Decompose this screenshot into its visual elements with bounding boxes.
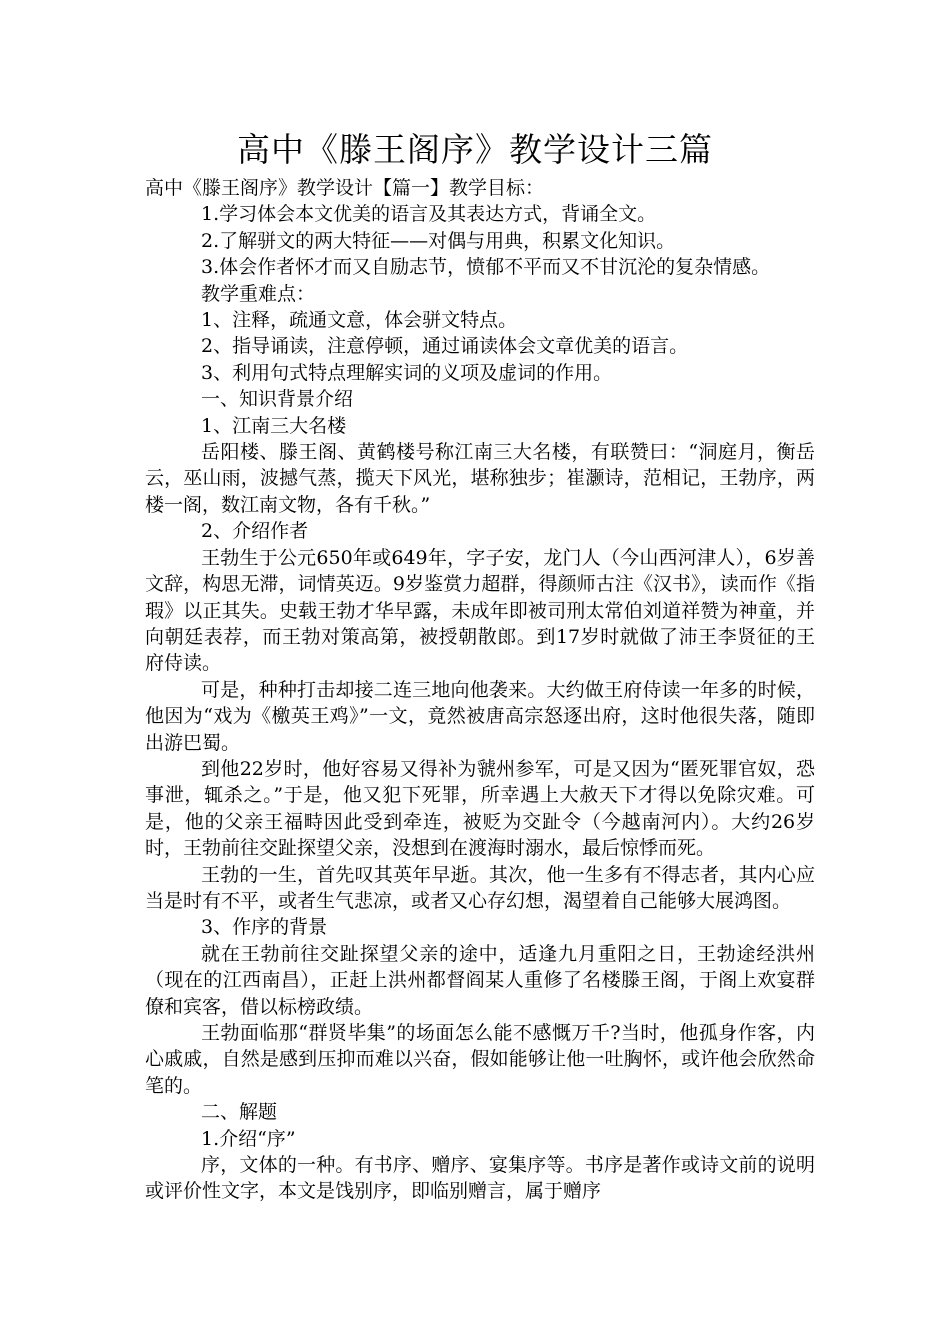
paragraph: 可是，种种打击却接二连三地向他袭来。大约做王府侍读一年多的时候，他因为“戏为《檄英王鸡》”一文，竟然被唐高宗怒逐出府，这时他很失落，随即出游巴蜀。 [145,678,815,754]
paragraph: 教学重难点： [201,282,316,305]
paragraph: 到他22岁时，他好容易又得补为虢州参军，可是又因为“匿死罪官奴，恐事泄，辄杀之。”于是，他又犯下死罪，所幸遇上大赦天下才得以免除灾难。可是，他的父亲王福畤因此受到牵连，被贬为交趾令（今越南河内）。大约26岁时，王勃前往交趾探望父亲，没想到在渡海时溺水，最后惊悸而死。 [145,757,815,860]
paragraph: 3、作序的背景 [201,916,328,939]
paragraph: 就在王勃前往交趾探望父亲的途中，适逢九月重阳之日，王勃途经洪州（现在的江西南昌），正赶上洪州都督阎某人重修了名楼滕王阁，于阁上欢宴群僚和宾客，借以标榜政绩。 [145,942,815,1018]
paragraph: 序，文体的一种。有书序、赠序、宴集序等。书序是著作或诗文前的说明或评价性文字，本文是饯别序，即临别赠言，属于赠序 [145,1154,815,1203]
document-body [145,175,815,1205]
paragraph: 王勃生于公元650年或649年，字子安，龙门人（今山西河津人），6岁善文辞，构思无滞，词情英迈。9岁鉴赏力超群，得颜师古注《汉书》，读而作《指瑕》以正其失。史载王勃才华早露，未成年即被司刑太常伯刘道祥赞为神童，并向朝廷表荐，而王勃对策高第，被授朝散郎。到17岁时就做了沛王李贤征的王府侍读。 [145,546,815,675]
paragraph: 2、指导诵读，注意停顿，通过诵读体会文章优美的语言。 [201,335,689,358]
paragraph: 二、解题 [201,1101,278,1124]
paragraph: 2、介绍作者 [201,520,309,543]
paragraph: 一、知识背景介绍 [201,388,354,411]
paragraph: 1.学习体会本文优美的语言及其表达方式，背诵全文。 [201,203,657,226]
paragraph: 3.体会作者怀才而又自励志节，愤郁不平而又不甘沉沦的复杂情感。 [201,256,771,279]
paragraph: 王勃面临那“群贤毕集”的场面怎么能不感慨万千?当时，他孤身作客，内心戚戚，自然是感到压抑而难以兴奋，假如能够让他一吐胸怀，或许他会欣然命笔的。 [145,1022,815,1097]
paragraph: 1、江南三大名楼 [201,414,347,437]
paragraph: 2.了解骈文的两大特征——对偶与用典，积累文化知识。 [201,229,676,252]
paragraph: 1、注释，疏通文意，体会骈文特点。 [201,309,518,332]
paragraph: 高中《滕王阁序》教学设计【篇一】教学目标： [145,177,545,199]
paragraph: 1.介绍“序” [201,1127,296,1150]
paragraph: 岳阳楼、滕王阁、黄鹤楼号称江南三大名楼，有联赞曰：“洞庭月，衡岳云，巫山雨，波撼气蒸，揽天下风光，堪称独步；崔灏诗，范相记，王勃序，两楼一阁，数江南文物，各有千秋。” [145,441,815,516]
paragraph: 3、利用句式特点理解实词的义项及虚词的作用。 [201,361,613,384]
document-title: 高中《滕王阁序》教学设计三篇 [237,130,713,169]
paragraph: 王勃的一生，首先叹其英年早逝。其次，他一生多有不得志者，其内心应当是时有不平，或者生气悲凉，或者又心存幻想，渴望着自己能够大展鸿图。 [145,863,815,912]
